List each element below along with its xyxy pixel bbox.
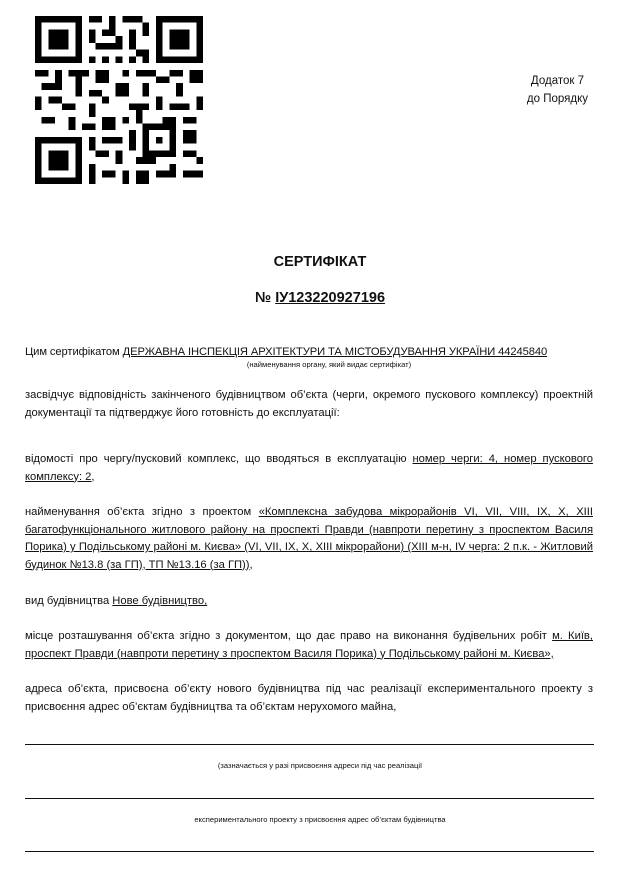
issuer-name: ДЕРЖАВНА ІНСПЕКЦІЯ АРХІТЕКТУРИ ТА МІСТОБУДУВАННЯ УКРАЇНИ 44245840	[122, 346, 548, 358]
address-caption-2: експериментального проекту з присвоєння адрес об’єктам будівництва	[194, 815, 446, 824]
object-name-suffix: ,	[249, 558, 253, 571]
qr-code[interactable]	[35, 16, 203, 184]
certificate-number-line	[0, 290, 640, 308]
location-label: місце розташування об’єкта згідно з документом, що дає право на виконання будівельних робіт	[25, 630, 553, 642]
certifies-paragraph: засвідчує відповідність закінченого будівництвом об’єкта (черги, окремого пускового комплексу) проектній документації та підтверджує його готовність до експлуатації:	[25, 389, 593, 419]
annex-reference	[527, 72, 588, 108]
issuer-prefix: Цим сертифікатом	[25, 346, 123, 358]
queue-paragraph	[25, 451, 593, 486]
annex-line-2: до Порядку	[526, 93, 588, 105]
address-paragraph: адреса об’єкта, присвоєна об’єкту нового будівництва під час реалізації експериментального проекту з присвоєння адрес об’єктам будівництва та об’єктам нерухомого майна,	[25, 683, 593, 713]
address-line-3	[25, 851, 594, 852]
certificate-number: ІУ123220927196	[275, 290, 386, 306]
certificate-title: СЕРТИФІКАТ	[273, 254, 367, 270]
address-line-2	[25, 798, 594, 799]
queue-value: номер черги: 4, номер пускового комплексу: 2,	[25, 453, 593, 483]
construction-type-label: вид будівництва	[25, 595, 113, 607]
number-prefix: №	[254, 290, 276, 306]
queue-label: відомості про чергу/пусковий комплекс, що вводяться в експлуатацію	[25, 453, 413, 465]
issuer-block	[25, 344, 593, 370]
location-value: м. Київ, проспект Правди (навпроти перетину з проспектом Василя Порика) у Подільському районі м. Києва»,	[25, 630, 593, 660]
annex-line-1: Додаток 7	[530, 75, 584, 87]
address-caption-1: (зазначається у разі присвоєння адреси під час реалізації	[217, 761, 423, 770]
object-name-label: найменування об’єкта згідно з проектом	[25, 506, 259, 518]
construction-type-value: Нове будівництво,	[112, 595, 208, 607]
address-line-1	[25, 744, 594, 745]
object-name-paragraph	[25, 504, 593, 574]
location-paragraph	[25, 628, 593, 663]
object-name-value: «Комплексна забудова мікрорайонів VI, VII, VIII, IX, X, XIII багатофункціонального житлового району на проспекті Правди (навпроти перетину з проспектом Василя Порика) у Подільському районі м. Києва» (VI, VII, IX, X, XIII мікрорайони) (XIII м-н, IV черга: 2 п.к. - Житловий будинок №13.8 (за ГП), ТП №13.16 (за ГП))	[25, 506, 593, 571]
construction-type-paragraph	[25, 593, 593, 611]
issuer-note: (найменування органу, який видає сертифікат)	[246, 359, 412, 369]
